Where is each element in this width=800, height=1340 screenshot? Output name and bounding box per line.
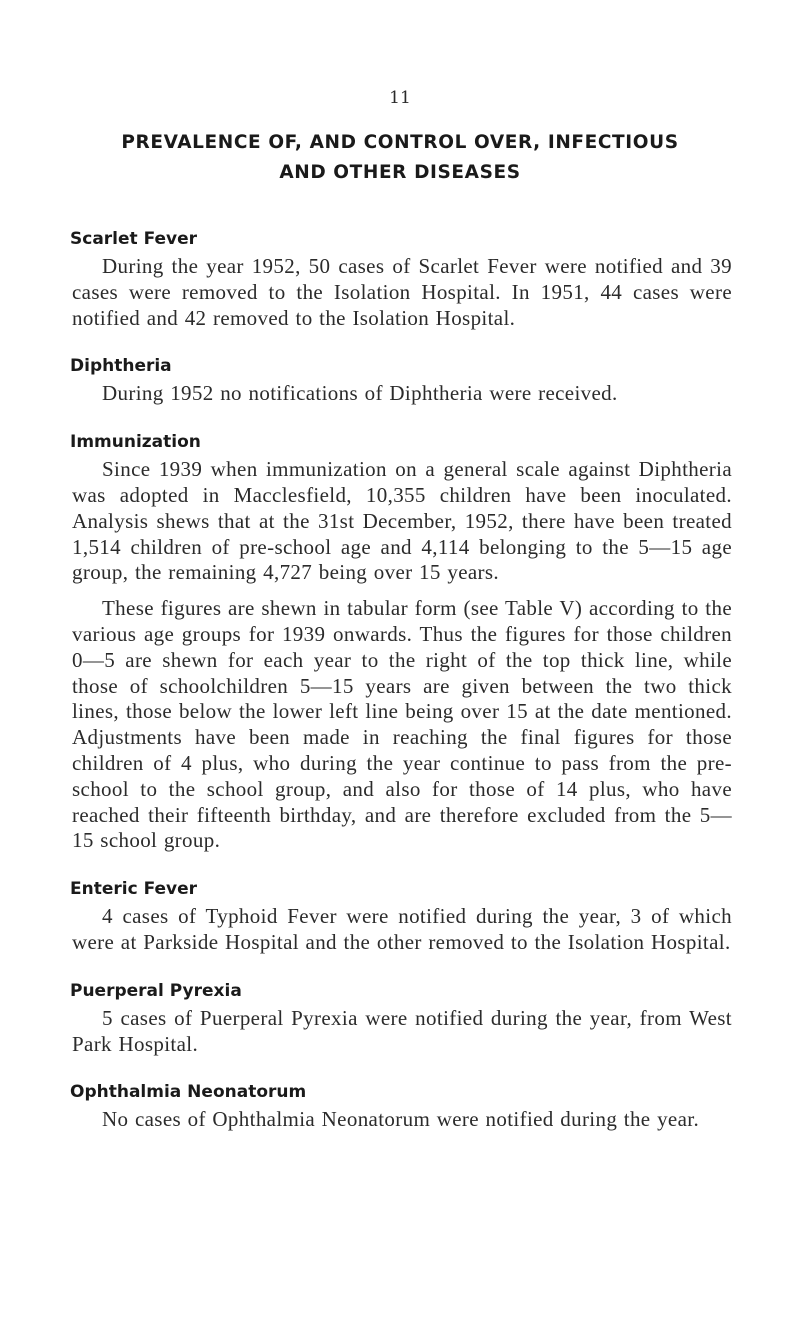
section-paragraph: Since 1939 when immunization on a general scale against Diphtheria was adopted in Macclesfield, 10,355 children have been inoculated. Analysis shews that at the 31st December, 1952, there have been treated 1,514 children of pre-school age and 4,114 belonging to the 5—15 age group, the remaining 4,727 being over 15 years. (72, 457, 732, 585)
section-paragraph: These figures are shewn in tabular form (see Table V) according to the various age groups for 1939 onwards. Thus the figures for those children 0—5 are shewn for each year to the right of the top thick line, while those of schoolchildren 5—15 years are given between the two thick lines, those below the lower left line being over 15 at the date mentioned. Adjustments have been made in reaching the final figures for those children of 4 plus, who during the year continue to pass from the pre-school to the school group, and also for those of 14 plus, who have reached their fifteenth birthday, and are therefore excluded from the 5—15 school group. (72, 596, 732, 853)
section-paragraph: During 1952 no notifications of Diphtheria were received. (102, 381, 618, 406)
section-immunization (72, 429, 732, 854)
section-heading: Enteric Fever (70, 879, 198, 900)
section-puerperal-pyrexia (72, 978, 732, 1058)
section-scarlet-fever (72, 226, 732, 331)
section-ophthalmia-neonatorum (72, 1079, 732, 1133)
section-diphtheria (72, 353, 732, 407)
page-title (60, 128, 740, 188)
section-paragraph: 5 cases of Puerperal Pyrexia were notified during the year, from West Park Hospital. (72, 1005, 732, 1056)
page-number: 11 (389, 88, 411, 108)
section-heading: Puerperal Pyrexia (70, 980, 242, 1001)
section-heading: Diphtheria (70, 356, 172, 377)
page-title-line-2: AND OTHER DISEASES (279, 162, 521, 183)
section-paragraph: During the year 1952, 50 cases of Scarlet Fever were notified and 39 cases were removed to the Isolation Hospital. In 1951, 44 cases were notified and 42 removed to the Isolation Hospital. (72, 254, 732, 330)
section-paragraph: No cases of Ophthalmia Neonatorum were notified during the year. (102, 1107, 700, 1132)
section-enteric-fever (72, 876, 732, 956)
page-title-line-1: PREVALENCE OF, AND CONTROL OVER, INFECTIOUS (121, 132, 679, 153)
section-heading: Ophthalmia Neonatorum (70, 1082, 307, 1103)
sections-container (72, 226, 732, 1155)
section-paragraph: 4 cases of Typhoid Fever were notified during the year, 3 of which were at Parkside Hospital and the other removed to the Isolation Hospital. (72, 904, 732, 954)
section-heading: Immunization (70, 432, 201, 453)
section-heading: Scarlet Fever (70, 229, 198, 249)
